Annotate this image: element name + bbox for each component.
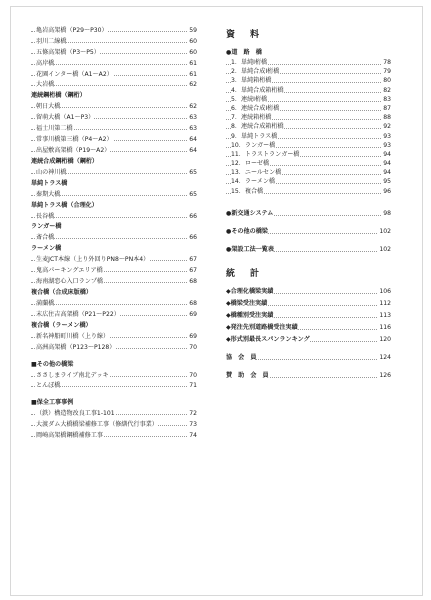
toc-entry-page: 120 (379, 335, 391, 343)
toc-entry (31, 278, 197, 289)
toc-entry (31, 27, 197, 38)
toc-entry-page: 63 (189, 125, 197, 133)
toc-entry-page: 69 (189, 310, 197, 318)
toc-entry-title: 五條高架橋（P3～P5） (36, 48, 100, 56)
toc-entry-page: 92 (383, 123, 391, 131)
toc-entry-page: 94 (383, 150, 391, 158)
toc-heading: 複合橋（ラーメン橋） (31, 321, 92, 329)
toc-entry-title: 岡崎高架橋鋼橋補修工事 (36, 432, 104, 440)
toc-entry-title: 12．ローゼ橋 (231, 160, 270, 168)
leader-dots (31, 85, 197, 86)
toc-entry-title: 出屋敷高架橋（P19～A2） (36, 146, 111, 154)
toc-entry (226, 324, 391, 336)
toc-entry-title: 秦期大橋 (36, 190, 61, 198)
toc-entry (31, 382, 197, 393)
toc-entry-title: 大渡ダム大橋橋梁補修工事（修繕代行事業） (36, 421, 158, 429)
section-title-materials: 資 料 (226, 30, 263, 40)
toc-entry: 賛 助 会 員 126 (226, 371, 391, 379)
toc-entry-page: 64 (189, 136, 197, 144)
toc-entry-page: 94 (383, 160, 391, 168)
toc-entry-page: 59 (189, 27, 197, 34)
toc-right-column (226, 31, 391, 384)
toc-entry (226, 288, 391, 300)
toc-entry-page: 67 (189, 267, 197, 275)
toc-entry (31, 81, 197, 92)
toc-heading: ラーメン橋 (31, 245, 62, 253)
toc-entry-title: 4．単純合成箱桁橋 (231, 86, 284, 94)
toc-entry-title: ◆橋梁受注実績 (226, 299, 268, 307)
toc-heading: 単純トラス橋 (31, 179, 68, 187)
toc-entry (31, 125, 197, 136)
toc-entry-page: 70 (189, 371, 197, 379)
toc-entry (31, 410, 197, 421)
toc-entry-page: 96 (383, 187, 391, 195)
toc-heading: 連続鋼桁橋（鋼桁） (31, 92, 86, 100)
toc-entry-page: 65 (189, 190, 197, 198)
toc-entry-title: ◆合理化橋梁実績 (226, 287, 274, 295)
toc-entry (31, 333, 197, 344)
toc-entry-title: 13．ニールセン橋 (231, 169, 282, 177)
toc-entry-title: ◆橋種別受注実績 (226, 311, 274, 319)
toc-entry-title: 大岩橋 (36, 81, 55, 89)
toc-entry-page: 62 (189, 103, 197, 111)
toc-entry-title: 生麦JCT本線（上り外回りPN8～PN本4） (36, 256, 150, 264)
toc-entry-page: 94 (383, 169, 391, 177)
toc-heading: 単純トラス橋（合理化） (31, 201, 98, 209)
toc-entry (31, 71, 197, 82)
section-title-statistics: 統 計 (226, 268, 263, 279)
leader-dots (31, 238, 197, 239)
toc-entry-title: 14．ラーメン橋 (231, 178, 276, 186)
toc-entry (31, 421, 197, 432)
toc-entry-page: 73 (189, 421, 197, 429)
toc-entry-page: 60 (189, 48, 197, 56)
toc-entry (31, 300, 197, 311)
toc-entry-title: 10．ランガー橋 (231, 141, 276, 149)
toc-left-column (31, 27, 197, 443)
toc-entry (31, 344, 197, 355)
toc-entry-page: 82 (383, 86, 391, 94)
toc-entry-title: 高洲高架橋（P123～P128） (36, 343, 116, 351)
toc-section-heading: ■保全工事事例 (31, 399, 74, 407)
toc-entry-page: 112 (379, 299, 391, 307)
toc-entry-page: 71 (189, 382, 197, 390)
toc-entry-title: ◆形式別最長スパンランキング (226, 335, 310, 343)
toc-entry-title: 2．単純合成I桁橋 (231, 68, 280, 76)
leader-dots (31, 64, 197, 65)
toc-entry (31, 256, 197, 267)
toc-entry-title: ささしまライブ南北デッキ (36, 371, 109, 379)
toc-entry (31, 191, 197, 202)
toc-entry: ●架設工法一覧表 102 (226, 245, 391, 253)
toc-entry-title: （鉄）構造物改良工事1-101 (36, 410, 115, 418)
toc-entry-title: 亀岩高架橋（P29～P30） (36, 27, 108, 34)
toc-entry-title: 新名神船町川橋（上り線） (36, 332, 110, 340)
toc-heading: 複合橋（合成床版橋） (31, 289, 92, 297)
toc-heading: 連続合成鋼桁橋（鋼桁） (31, 157, 99, 165)
toc-entry-page: 68 (189, 300, 197, 308)
toc-entry-page: 63 (189, 114, 197, 122)
toc-entry (31, 267, 197, 278)
toc-entry (31, 136, 197, 147)
toc-entry-page: 95 (383, 178, 391, 186)
toc-entry (226, 189, 391, 198)
leader-dots (31, 304, 197, 305)
toc-entry (226, 336, 391, 348)
toc-entry-page: 116 (379, 323, 391, 331)
toc-entry-title: 5．連続I桁橋 (231, 95, 268, 103)
toc-entry (31, 114, 197, 125)
toc-entry (31, 311, 197, 322)
toc-entry (31, 38, 197, 49)
toc-entry (226, 312, 391, 324)
toc-entry-title: 斎合橋 (36, 234, 55, 242)
toc-entry-title: 羽川二線橋 (36, 37, 67, 45)
toc-entry-page: 60 (189, 37, 197, 45)
toc-entry (31, 372, 197, 383)
toc-entry-title: 7．連続箱桁橋 (231, 114, 272, 122)
toc-entry-page: 67 (189, 256, 197, 264)
toc-entry-title: 花園インター橋（A1～A2） (36, 70, 113, 78)
toc-entry-title: 11．トラストランガー橋 (231, 150, 300, 158)
toc-entry (31, 103, 197, 114)
toc-entry-page: 65 (189, 168, 197, 176)
toc-entry-title: 9．単純トラス橋 (231, 132, 278, 140)
toc-entry-title: 高岸橋 (36, 59, 55, 67)
toc-entry-page: 64 (189, 146, 197, 154)
toc-entry-title: 満蘭橋 (36, 300, 55, 308)
toc-entry (31, 432, 197, 443)
toc-entry-title: 8．連続合成箱桁橋 (231, 123, 284, 131)
toc-entry-page: 61 (189, 70, 197, 78)
toc-entry-title: 6．連続合成I桁橋 (231, 104, 280, 112)
toc-entry-title: 山の神川橋 (36, 168, 67, 176)
toc-entry-page: 70 (189, 343, 197, 351)
toc-entry-page: 68 (189, 278, 197, 286)
toc-entry-page: 87 (383, 104, 391, 112)
toc-entry-title: 常事川橋第三橋（P4～A2） (36, 136, 113, 144)
toc-entry-title: 鬼高パーキングエリア橋 (36, 267, 103, 275)
toc-entry-title: 1．単純I桁橋 (231, 59, 268, 66)
toc-entry-page: 69 (189, 332, 197, 340)
toc-heading: ランガー橋 (31, 223, 62, 231)
toc-entry-title: 15．複合橋 (231, 187, 264, 195)
toc-entry-title: 留萌大橋（A1～P3） (36, 114, 95, 122)
toc-entry-page: 61 (189, 59, 197, 67)
toc-entry-page: 113 (379, 311, 391, 319)
toc-entry-title: ◆発注先別道路橋受注実績 (226, 323, 298, 331)
toc-entry: 協 会 員 124 (226, 353, 391, 361)
toc-entry-page: 93 (383, 141, 391, 149)
toc-entry-title: とんぼ橋 (36, 382, 61, 390)
toc-entry-page: 78 (383, 59, 391, 66)
toc-entry-page: 80 (383, 77, 391, 85)
toc-entry-page: 88 (383, 114, 391, 122)
toc-entry-page: 74 (189, 432, 197, 440)
toc-entry (226, 300, 391, 312)
toc-entry-title: 福士川第二橋 (36, 125, 73, 133)
toc-entry-title: 長谷橋 (36, 212, 55, 220)
toc-entry (31, 234, 197, 245)
toc-entry-page: 93 (383, 132, 391, 140)
toc-entry-page: 66 (189, 234, 197, 242)
toc-section-heading: ■その他の橋梁 (31, 360, 74, 368)
toc-entry-page: 106 (379, 287, 391, 295)
toc-entry-title: 3．単純箱桁橋 (231, 77, 272, 85)
toc-entry (31, 60, 197, 71)
leader-dots (31, 217, 197, 218)
toc-entry (31, 147, 197, 158)
toc-entry-page: 79 (383, 68, 391, 76)
toc-entry-page: 83 (383, 95, 391, 103)
toc-heading: ●道 路 橋 (226, 49, 262, 56)
toc-entry-page: 72 (189, 410, 197, 418)
toc-entry (31, 169, 197, 180)
toc-entry-title: 末広住吉高架橋（P21～P22） (36, 310, 120, 318)
toc-entry-title: 朝日大橋 (36, 103, 61, 111)
toc-entry-page: 66 (189, 212, 197, 220)
toc-entry (31, 213, 197, 224)
toc-entry: ●その他の橋梁 102 (226, 227, 391, 235)
toc-entry-page: 62 (189, 81, 197, 89)
toc-entry (31, 49, 197, 60)
toc-entry-title: 海南湖恋心入口ランプ橋 (36, 278, 104, 286)
toc-entry: ●新交通システム 98 (226, 209, 391, 217)
